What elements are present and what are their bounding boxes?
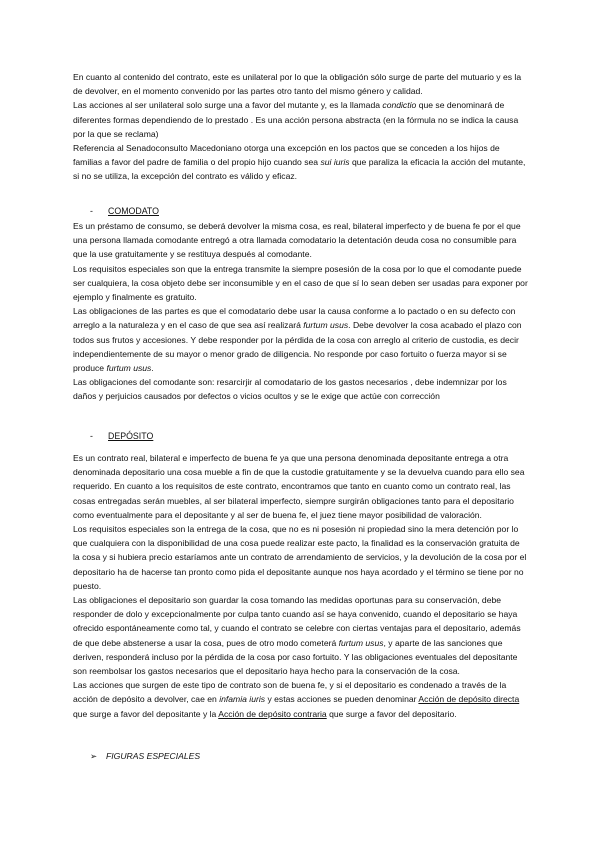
comodato-heading [90, 204, 159, 218]
comodato-paragraph-2: Los requisitos especiales son que la entrega transmite la siempre posesión de la cosa por lo que el comodante puede ser cualquiera, la cosa objeto debe ser inconsumible y en el caso de que sí lo sean deben ser usadas para exponer por ejemplo y finalmente es gratuito. [73, 263, 528, 303]
deposito-p3-italic: furtum usus [338, 637, 384, 648]
deposito-heading [90, 429, 153, 443]
deposito-section [73, 451, 528, 721]
comodato-paragraph-3 [73, 304, 528, 375]
comodato-p3-text-c: . [151, 363, 154, 374]
bullet-dash: - [90, 206, 93, 216]
deposito-p4-italic: infamia iuris [219, 694, 266, 705]
deposito-p4-text-d: que surge a favor del depositario. [326, 708, 457, 719]
intro-paragraph-2 [73, 98, 528, 141]
deposito-p3-text-a: Las obligaciones el depositario son guardar la cosa tomando las medidas oportunas para su conservación, debe responder de dolo y excepcionalmente por culpa tanto cuando así se haya convenido, cuando el depositario se haya ofrecido espontáneamente como tal, y cuando el contrato se celebre con ciertas ventajas para el depositario, además de que debe abstenerse a usar la cosa, pues de otro modo cometerá [73, 595, 521, 648]
comodato-p3-text-b: . Debe devolver la cosa acabado el plazo con todos sus frutos y accesiones. Y debe responder por la pérdida de la cosa con arreglo al criterio de custodia, es decir independientemente de su mayor o menor grado de diligencia. No responde por caso fortuito o fuerza mayor si se produce [73, 320, 522, 374]
deposito-paragraph-3 [73, 593, 528, 678]
intro-p3-italic: sui iuris [320, 157, 350, 168]
deposito-paragraph-2: Los requisitos especiales son la entrega de la cosa, que no es ni posesión ni propiedad sino la mera detención por lo que cualquiera con la disponibilidad de una cosa puede realizar este pacto, la finalidad es la conservación gratuita de la cosa y si hubiera precio estaríamos ante un contrato de arrendamiento de servicios, y la devolución de la cosa por el depositario ha de hacerse tan pronto como pida el depositante aunque nos haya acordado y el término se tiene por no puesto. [73, 524, 527, 591]
deposito-p3-text-b: , y aparte de las sanciones que deriven, responderá incluso por la pérdida de la cosa por caso fortuito. Y las obligaciones eventuales del depositante son reembolsar los gastos necesarios que el depositario haya hecho para la conservación de la cosa. [73, 637, 518, 677]
deposito-p4-text-a: Las acciones que surgen de este tipo de contrato son de buena fe, y si el depositario es condenado a través de la acción de depósito a devolver, cae en [73, 680, 507, 705]
intro-section [73, 70, 528, 184]
intro-paragraph-3 [73, 141, 528, 184]
intro-p2-text-b: que se denominará de diferentes formas dependiendo de lo prestado . Es una acción persona abstracta (en la fórmula no se indica la causa por la que se reclama) [73, 100, 519, 139]
deposito-heading-text: DEPÓSITO [108, 431, 154, 441]
arrow-bullet-icon: ➢ [90, 751, 98, 761]
comodato-paragraph-4: Las obligaciones del comodante son: resarcirjir al comodatario de los gastos necesarios , debe indemnizar por los daños y perjuicios causados por defectos o vicios ocultos y se le exige que actúe con corrección [73, 377, 507, 402]
intro-p3-text-b: que paraliza la eficacia la acción del mutante, si no se utiliza, la excepción del contrato es válido y eficaz. [73, 157, 526, 182]
intro-p3-text-a: Referencia al Senadoconsulto Macedoniano otorga una excepción en los pactos que se conceden a los hijos de familias a favor del padre de familia o del propio hijo cuando sea [73, 143, 500, 168]
figuras-especiales-heading [90, 749, 200, 763]
comodato-p3-italic-1: furtum usus [303, 320, 349, 331]
figuras-especiales-label: FIGURAS ESPECIALES [106, 751, 201, 761]
intro-p2-text-a: Las acciones al ser unilateral solo surge una a favor del mutante y, es la llamada [73, 100, 383, 111]
deposito-p4-text-b: y estas acciones se pueden denominar [265, 694, 419, 705]
comodato-section [73, 219, 528, 404]
deposito-paragraph-4 [73, 678, 528, 721]
comodato-p3-italic-2: furtum usus [106, 363, 152, 374]
accion-deposito-contraria: Acción de depósito contraria [218, 708, 327, 719]
intro-p2-italic: condictio [382, 100, 417, 111]
comodato-p3-text-a: Las obligaciones de las partes es que el comodatario debe usar la causa conforme a lo pactado o en su defecto con arreglo a la naturaleza y en el caso de que sea así realizará [73, 306, 516, 331]
bullet-dash: - [90, 431, 93, 441]
deposito-p4-text-c: que surge a favor del depositante y la [73, 708, 219, 719]
intro-paragraph-1: En cuanto al contenido del contrato, este es unilateral por lo que la obligación sólo surge de parte del mutuario y es la de devolver, en el momento convenido por las partes otro tanto del mismo género y calidad. [73, 72, 522, 97]
deposito-paragraph-1: Es un contrato real, bilateral e imperfecto de buena fe ya que una persona denominada depositante entrega a otra denominada depositario una cosa mueble a fin de que la custodie gratuitamente y se la devuelva cuando para ello sea requerido. En cuanto a los requisitos de este contrato, encontramos que tanto en cuanto como un contrato real, las cosas entregadas serán muebles, al ser bilateral imperfecto, siempre surgirán obligaciones tanto para el depositario como eventualmente para el depositante y al ser de buena fe, el juez tiene mayor posibilidad de valoración. [73, 453, 525, 520]
comodato-heading-text: COMODATO [108, 206, 159, 216]
comodato-paragraph-1: Es un préstamo de consumo, se deberá devolver la misma cosa, es real, bilateral imperfecto y de buena fe por el que una persona llamada comodante entregó a otra llamada comodatario la detentación deuda cosa no consumible para que la use gratuitamente y se restituya después al comodante. [73, 221, 521, 260]
accion-deposito-directa: Acción de depósito directa [418, 694, 520, 705]
